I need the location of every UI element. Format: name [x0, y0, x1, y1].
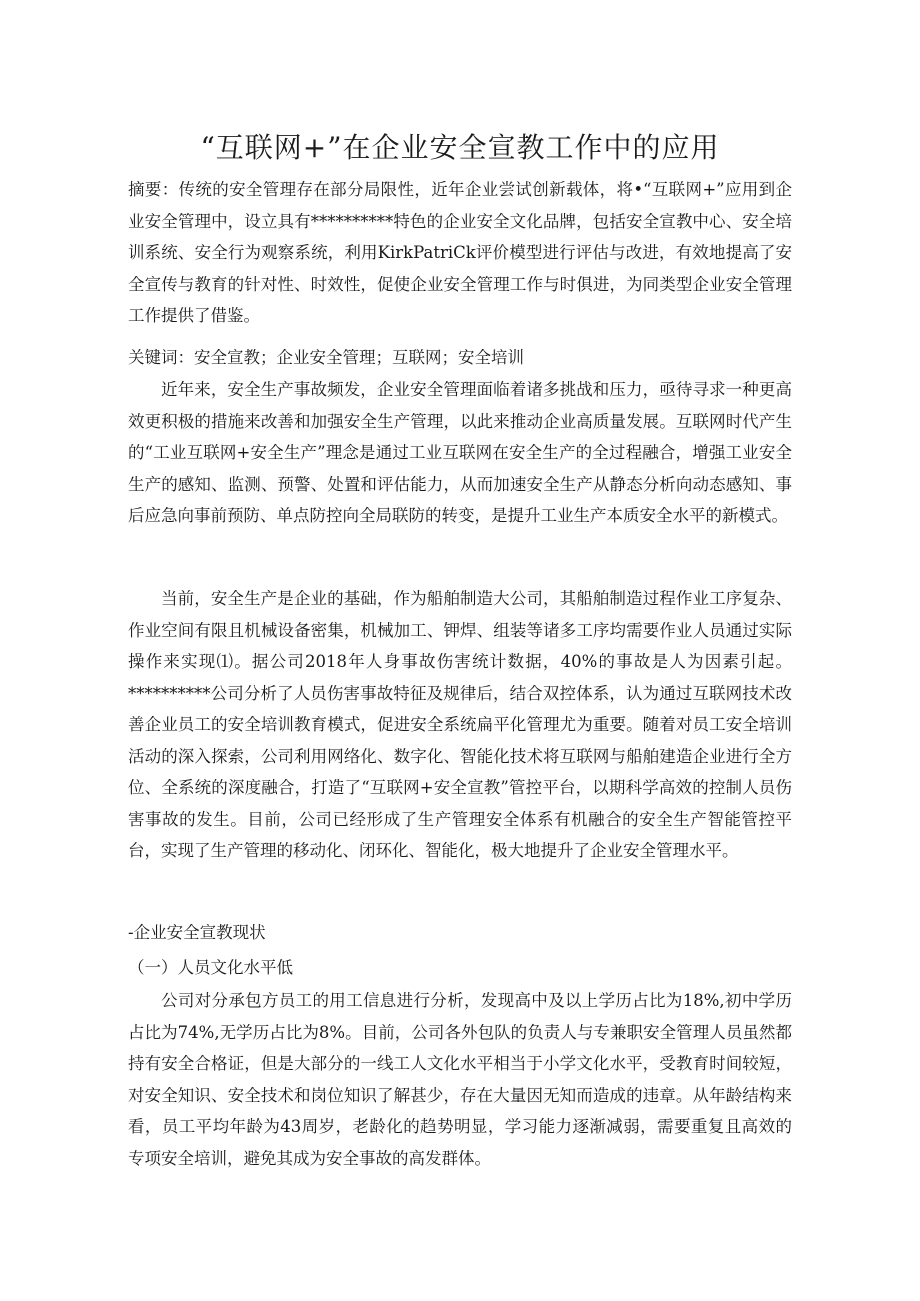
body-paragraph-intro: 近年来，安全生产事故频发，企业安全管理面临着诸多挑战和压力，亟待寻求一种更高效更积极的措施来改善和加强安全生产管理，以此来推动企业高质量发展。互联网时代产生的“工业互联网+安全生产”理念是通过工业互联网在安全生产的全过程融合，增强工业安全生产的感知、监测、预警、处置和评估能力，从而加速安全生产从静态分析向动态感知、事后应急向事前预防、单点防控向全局联防的转变，是提升工业生产本质安全水平的新模式。: [128, 380, 792, 525]
body-paragraph-background: 当前，安全生产是企业的基础，作为船舶制造大公司，其船舶制造过程作业工序复杂、作业空间有限且机械设备密集，机械加工、钾焊、组装等诸多工序均需要作业人员通过实际操作来实现⑴。据公司2018年人身事故伤害统计数据，40%的事故是人为因素引起。**********公司分析了人员伤害事故特征及规律后，结合双控体系，认为通过互联网技术改善企业员工的安全培训教育模式，促进安全系统扁平化管理尤为重要。随着对员工安全培训活动的深入探索，公司利用网络化、数字化、智能化技术将互联网与船舶建造企业进行全方位、全系统的深度融合，打造了“互联网+安全宣教”管控平台，以期科学高效的控制人员伤害事故的发生。目前，公司已经形成了生产管理安全体系有机融合的安全生产智能管控平台，实现了生产管理的移动化、闭环化、智能化，极大地提升了企业安全管理水平。: [128, 589, 792, 860]
document-title: “互联网+”在企业安全宣教工作中的应用: [200, 131, 720, 164]
section-heading: -企业安全宣教现状: [128, 923, 266, 942]
abstract-paragraph: 摘要：传统的安全管理存在部分局限性，近年企业尝试创新载体，将•“互联网+”应用到企业安全管理中，设立具有**********特色的企业安全文化品牌，包括安全宣教中心、安全培训系统、安全行为观察系统，利用KirkPatriCk评价模型进行评估与改进，有效地提高了安全宣传与教育的针对性、时效性，促使企业安全管理工作与时俱进，为同类型企业安全管理工作提供了借鉴。: [128, 180, 792, 325]
body-paragraph-education-level: 公司对分承包方员工的用工信息进行分析，发现高中及以上学历占比为18%,初中学历占比为74%,无学历占比为8%。目前，公司各外包队的负责人与专兼职安全管理人员虽然都持有安全合格证，但是大部分的一线工人文化水平相当于小学文化水平，受教育时间较短，对安全知识、安全技术和岗位知识了解甚少，存在大量因无知而造成的违章。从年龄结构来看，员工平均年龄为43周岁，老龄化的趋势明显，学习能力逐渐减弱，需要重复且高效的专项安全培训，避免其成为安全事故的高发群体。: [128, 991, 792, 1168]
subsection-heading: （一）人员文化水平低: [128, 958, 293, 977]
keywords-line: 关键词：安全宣教；企业安全管理；互联网；安全培训: [128, 348, 524, 367]
